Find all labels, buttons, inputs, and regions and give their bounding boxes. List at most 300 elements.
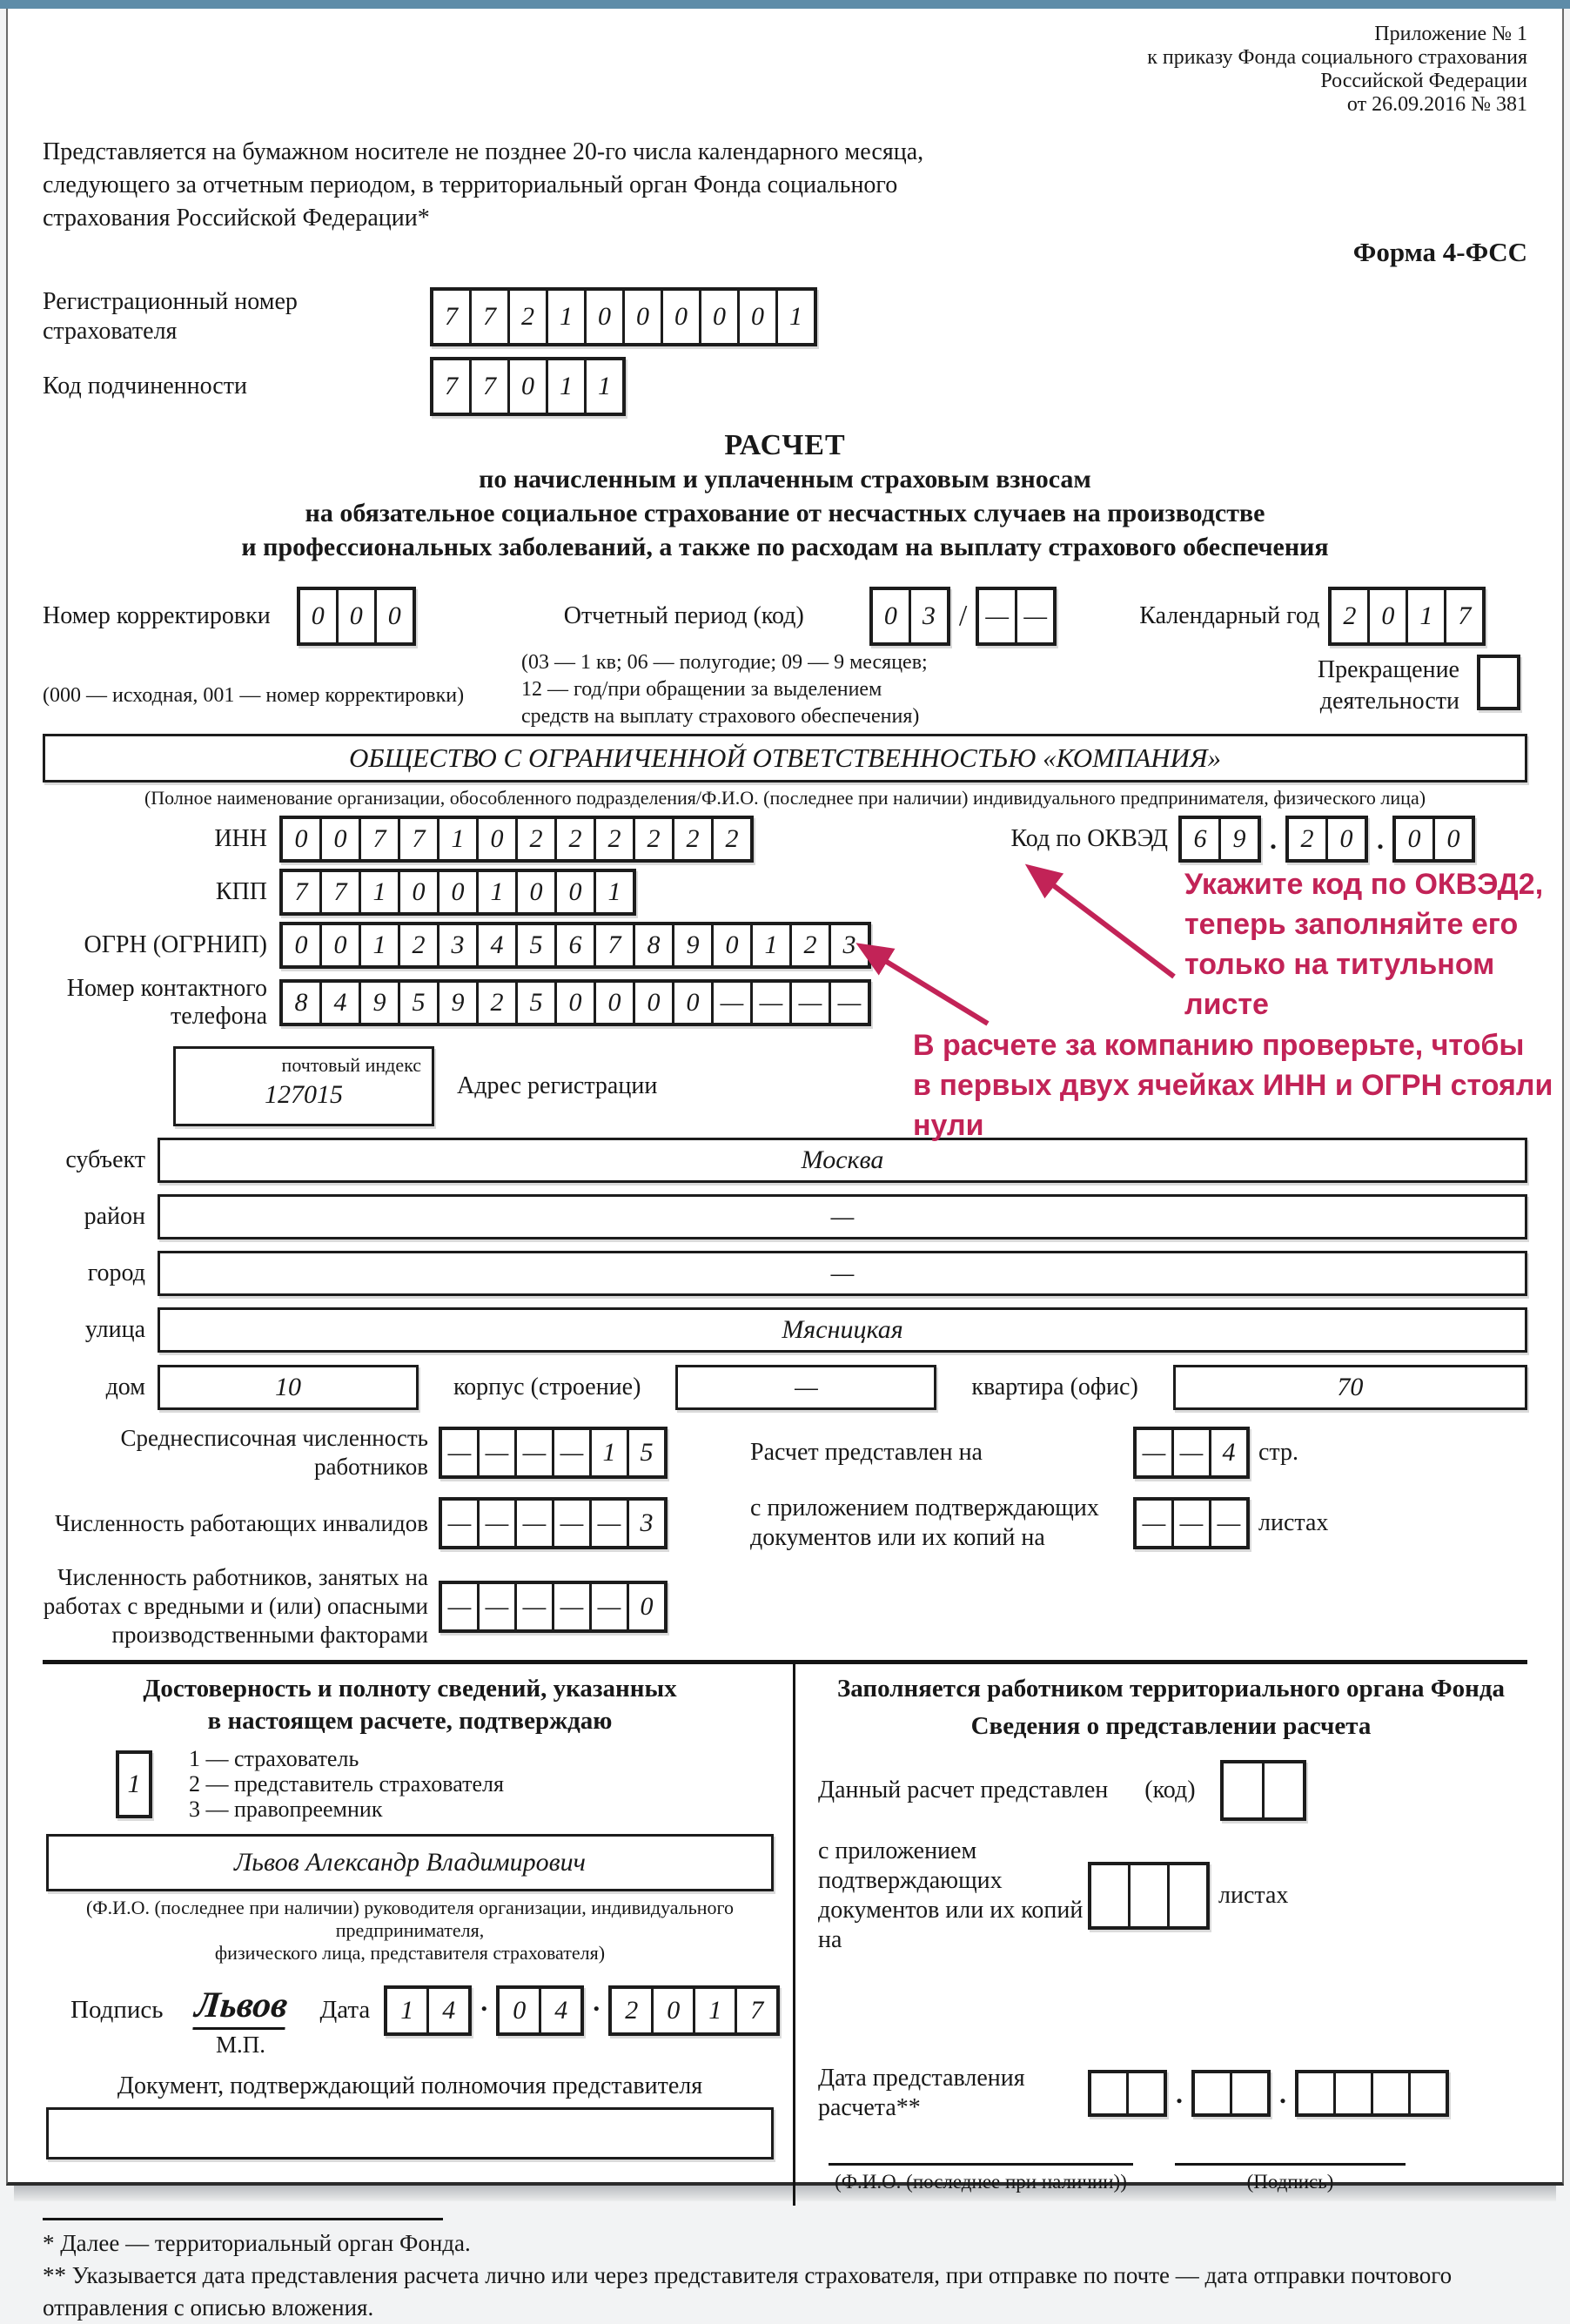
registration-number-row xyxy=(43,287,1527,346)
attachments-suffix: листах xyxy=(1258,1509,1329,1536)
line: 2 — представитель страхователя xyxy=(189,1771,504,1797)
line: Дата представления xyxy=(818,2065,1025,2092)
fund-attachments-cells[interactable] xyxy=(1088,1862,1210,1930)
line: Российской Федерации xyxy=(1320,70,1527,92)
line: телефона xyxy=(171,1003,267,1030)
line: Среднесписочная численность xyxy=(120,1425,428,1451)
cell[interactable]: 0 xyxy=(625,291,663,343)
fund-signature-lines xyxy=(818,2163,1524,2193)
line: производственными факторами xyxy=(111,1622,428,1648)
cell[interactable]: 1 xyxy=(548,360,587,413)
attachments-block xyxy=(750,1494,1328,1553)
street-field[interactable]: Мясницкая xyxy=(158,1307,1527,1353)
cell[interactable]: 0 xyxy=(1396,819,1435,859)
signer-type-legend xyxy=(189,1746,504,1822)
cell[interactable]: 0 xyxy=(663,291,701,343)
cell[interactable]: 2 xyxy=(518,819,557,859)
okved-label: Код по ОКВЭД xyxy=(1010,825,1168,852)
authority-document-label: Документ, подтверждающий полномочия представителя xyxy=(117,2072,703,2099)
top-border-band xyxy=(0,0,1570,9)
cell[interactable]: 0 xyxy=(283,819,322,859)
cell[interactable]: 0 xyxy=(1370,590,1408,642)
okved-dot: . xyxy=(1270,823,1277,855)
report-period-extra-cells[interactable] xyxy=(976,587,1057,646)
cell[interactable]: 1 xyxy=(361,925,400,965)
city-row xyxy=(43,1251,1527,1296)
line: 12 — год/при обращении за выделением xyxy=(521,678,882,701)
date-day-cells[interactable] xyxy=(384,1985,472,2036)
postal-index-label: почтовый индекс xyxy=(281,1054,421,1076)
signer-name-hint xyxy=(46,1897,774,1965)
line: в первых двух ячейках ИНН и ОГРН стояли нули xyxy=(913,1069,1553,1142)
cell[interactable]: — xyxy=(554,1430,592,1475)
registration-number-label xyxy=(43,287,430,346)
avg-headcount-row xyxy=(43,1424,1527,1481)
cell[interactable]: 0 xyxy=(518,872,557,912)
pages-cells[interactable] xyxy=(1133,1427,1250,1479)
attachments-cells[interactable] xyxy=(1133,1497,1250,1549)
report-period-cells[interactable] xyxy=(869,587,950,646)
form-title xyxy=(43,428,1527,564)
district-field[interactable]: — xyxy=(158,1194,1527,1239)
cell[interactable] xyxy=(1373,2073,1411,2113)
cell[interactable]: 1 xyxy=(592,1430,629,1475)
cell[interactable]: 7 xyxy=(433,360,472,413)
cell[interactable]: 0 xyxy=(596,983,635,1023)
date-month-cells[interactable] xyxy=(496,1985,584,2036)
line: с приложением подтверждающих xyxy=(818,1837,1003,1894)
okved-cells-2[interactable] xyxy=(1285,816,1368,863)
cell[interactable]: 1 xyxy=(1408,590,1446,642)
line: на обязательное социальное страхование от несчастных случаев на производстве xyxy=(305,499,1265,527)
cell[interactable]: — xyxy=(714,983,753,1023)
cell[interactable] xyxy=(1170,1865,1206,1926)
line: РАСЧЕТ xyxy=(724,429,846,461)
cell[interactable]: 0 xyxy=(635,983,674,1023)
line: работах с вредными и (или) опасными xyxy=(43,1593,428,1619)
cell[interactable] xyxy=(1131,1865,1170,1926)
cell[interactable]: 0 xyxy=(1446,824,1460,853)
cell[interactable]: 2 xyxy=(674,819,714,859)
cell[interactable]: 3 xyxy=(640,1508,654,1537)
cell[interactable]: 5 xyxy=(518,983,557,1023)
cell[interactable]: 6 xyxy=(557,925,596,965)
cell[interactable]: 2 xyxy=(1332,590,1370,642)
cell[interactable]: 7 xyxy=(472,360,510,413)
fund-date-month-cells[interactable] xyxy=(1191,2070,1271,2117)
line: расчета** xyxy=(818,2094,921,2121)
cell[interactable]: 1 xyxy=(695,1989,737,2032)
house-row xyxy=(43,1365,1527,1410)
line: 1 — страхователь xyxy=(189,1746,359,1771)
line: только на титульном листе xyxy=(1184,948,1495,1021)
apartment-label: квартира (офис) xyxy=(971,1374,1138,1400)
cell[interactable]: 8 xyxy=(635,925,674,965)
signer-type-cell[interactable] xyxy=(116,1750,152,1818)
cell[interactable]: 0 xyxy=(640,1591,654,1621)
fund-sign-line: (Подпись) xyxy=(1175,2163,1406,2193)
report-period-hint xyxy=(521,649,939,730)
line: по начисленным и уплаченным страховым взносам xyxy=(479,465,1091,494)
cell[interactable]: 0 xyxy=(714,925,753,965)
cell[interactable]: 1 xyxy=(387,1989,429,2032)
line: деятельности xyxy=(1319,688,1459,715)
cell[interactable]: — xyxy=(1023,601,1048,630)
cell[interactable]: 2 xyxy=(635,819,674,859)
line: страхователя xyxy=(43,318,178,345)
cell[interactable]: 3 xyxy=(439,925,479,965)
fund-fio-line: (Ф.И.О. (последнее при наличии)) xyxy=(829,2163,1133,2193)
termination-label xyxy=(1318,655,1459,717)
cell[interactable]: 7 xyxy=(1458,601,1472,630)
house-field[interactable]: 10 xyxy=(158,1365,419,1410)
cell[interactable]: 3 xyxy=(922,601,936,630)
cell[interactable]: 9 xyxy=(1232,824,1246,853)
zero-cells-annotation xyxy=(913,1025,1562,1145)
line: Приложение № 1 xyxy=(1374,23,1527,45)
cell[interactable]: — xyxy=(442,1501,480,1546)
cell[interactable]: 1 xyxy=(753,925,792,965)
line: (03 — 1 кв; 06 — полугодие; 09 — 9 месяцев; xyxy=(521,651,928,674)
footnote-divider xyxy=(43,2218,443,2220)
registration-number-cells[interactable] xyxy=(430,287,817,346)
fund-submitted-row xyxy=(818,1760,1524,1821)
line: теперь заполняйте его xyxy=(1184,908,1519,941)
cell[interactable]: 0 xyxy=(300,590,339,642)
cell[interactable]: 7 xyxy=(283,872,322,912)
inn-cells[interactable] xyxy=(279,816,754,863)
termination-checkbox[interactable] xyxy=(1477,655,1520,710)
subordination-code-row xyxy=(43,357,1527,416)
company-name-field[interactable]: ОБЩЕСТВО С ОГРАНИЧЕННОЙ ОТВЕТСТВЕННОСТЬЮ «КОМПАНИЯ» xyxy=(43,734,1527,783)
company-name-hint: (Полное наименование организации, обособленного подразделения/Ф.И.О. (последнее при наличии) индивидуального предпринимателя, физического лица) xyxy=(144,787,1426,809)
cell[interactable]: 4 xyxy=(442,1996,456,2025)
cell[interactable]: — xyxy=(1174,1501,1211,1546)
okved-cells-3[interactable] xyxy=(1392,816,1475,863)
line: с приложением подтверждающих xyxy=(750,1494,1099,1521)
cell[interactable]: 7 xyxy=(472,291,510,343)
subject-label: субъект xyxy=(65,1146,145,1173)
cell[interactable]: 0 xyxy=(557,983,596,1023)
cell[interactable]: — xyxy=(480,1430,517,1475)
cell[interactable]: 1 xyxy=(598,372,611,400)
fund-subtitle: Сведения о представлении расчета xyxy=(970,1712,1372,1740)
fund-title: Заполняется работником территориального органа Фонда xyxy=(836,1675,1506,1703)
cell[interactable]: 1 xyxy=(439,819,479,859)
cell[interactable]: 0 xyxy=(500,1989,541,2032)
line: и профессиональных заболеваний, а также по расходам на выплату страхового обеспечения xyxy=(241,533,1329,561)
cell[interactable]: 6 xyxy=(1182,819,1221,859)
correction-label: Номер корректировки xyxy=(43,602,271,629)
building-label: корпус (строение) xyxy=(453,1374,641,1400)
avg-headcount-cells[interactable] xyxy=(439,1427,668,1479)
cell[interactable] xyxy=(1232,2073,1267,2113)
line: Номер контактного xyxy=(66,975,267,1002)
disabled-headcount-cells[interactable] xyxy=(439,1497,668,1549)
cell[interactable] xyxy=(1224,1763,1265,1817)
footnotes xyxy=(43,2218,1527,2324)
footnote-2: ** Указывается дата представления расчета лично или через представителя страхователя, при отправке по почте — дата отправки почтового отправления с описью вложения. xyxy=(43,2262,1453,2321)
subordination-code-label: Код подчиненности xyxy=(43,373,247,400)
cell[interactable]: 1 xyxy=(479,872,518,912)
phone-cells[interactable] xyxy=(279,979,871,1026)
cell[interactable]: — xyxy=(517,1501,554,1546)
cell[interactable]: — xyxy=(554,1501,592,1546)
subordination-code-cells[interactable] xyxy=(430,357,626,416)
kpp-cells[interactable] xyxy=(279,869,636,916)
pages-suffix: стр. xyxy=(1258,1439,1299,1466)
signer-name-field[interactable]: Львов Александр Владимирович xyxy=(46,1834,774,1891)
cell[interactable]: 4 xyxy=(479,925,518,965)
date-dot: . xyxy=(593,1985,600,2017)
line: Численность работников, занятых на xyxy=(57,1564,428,1590)
line: документов или их копий на xyxy=(818,1897,1084,1953)
cell[interactable]: — xyxy=(592,1501,629,1546)
cell[interactable]: 5 xyxy=(518,925,557,965)
cell[interactable]: 2 xyxy=(557,819,596,859)
cell[interactable]: 0 xyxy=(479,819,518,859)
street-row xyxy=(43,1307,1527,1353)
termination-block xyxy=(1318,649,1520,717)
cell[interactable]: 7 xyxy=(750,1996,764,2025)
disabled-headcount-label: Численность работающих инвалидов xyxy=(55,1509,428,1536)
street-label: улица xyxy=(84,1316,145,1343)
cell[interactable]: — xyxy=(517,1430,554,1475)
house-label: дом xyxy=(105,1374,145,1400)
cell[interactable] xyxy=(1195,2073,1232,2113)
cell[interactable]: 3 xyxy=(842,930,856,959)
period-slash: / xyxy=(958,600,968,632)
fund-date-row xyxy=(818,2064,1524,2123)
report-period-label: Отчетный период (код) xyxy=(563,602,804,629)
cell[interactable]: 9 xyxy=(361,983,400,1023)
cell[interactable]: 7 xyxy=(322,872,361,912)
fund-date-dot: . xyxy=(1279,2077,1286,2109)
fund-date-year-cells[interactable] xyxy=(1295,2070,1449,2117)
cell[interactable]: 0 xyxy=(740,291,778,343)
inn-row xyxy=(43,816,1527,863)
cell[interactable]: 0 xyxy=(400,872,439,912)
line: Достоверность и полноту сведений, указанных xyxy=(143,1675,677,1703)
address-title: Адрес регистрации xyxy=(457,1072,658,1099)
cell[interactable]: — xyxy=(979,590,1017,642)
cell[interactable]: 4 xyxy=(322,983,361,1023)
okved-dot: . xyxy=(1377,823,1384,855)
cell[interactable] xyxy=(1480,658,1517,707)
cell[interactable]: 4 xyxy=(1222,1438,1236,1467)
okved-cells-1[interactable] xyxy=(1178,816,1261,863)
cell[interactable] xyxy=(1091,2073,1129,2113)
cell[interactable]: 7 xyxy=(400,819,439,859)
line: Укажите код по ОКВЭД2, xyxy=(1184,868,1544,901)
cell[interactable]: 5 xyxy=(400,983,439,1023)
cell[interactable]: — xyxy=(480,1501,517,1546)
signature-row xyxy=(46,1985,774,2059)
cell[interactable]: — xyxy=(837,988,862,1017)
postal-index-field[interactable] xyxy=(173,1046,434,1126)
date-label: Дата xyxy=(319,1996,371,2024)
line: от 26.09.2016 № 381 xyxy=(1346,93,1527,116)
phone-label xyxy=(43,975,279,1031)
line: 3 — правопреемник xyxy=(189,1797,383,1822)
cell[interactable]: — xyxy=(1137,1430,1174,1475)
cell[interactable]: — xyxy=(442,1430,480,1475)
signature-label: Подпись xyxy=(70,1996,164,2024)
cell[interactable]: 2 xyxy=(612,1989,654,2032)
cell[interactable]: 2 xyxy=(792,925,831,965)
subject-field[interactable]: Москва xyxy=(158,1138,1527,1183)
fund-column xyxy=(795,1664,1527,2206)
fund-date-day-cells[interactable] xyxy=(1088,2070,1167,2117)
district-row xyxy=(43,1194,1527,1239)
fund-submitted-label: Данный расчет представлен xyxy=(818,1777,1109,1803)
line: физического лица, представителя страхователя) xyxy=(214,1942,606,1964)
cell[interactable]: 7 xyxy=(361,819,400,859)
period-hints-row xyxy=(43,649,1527,730)
line: документов или их копий на xyxy=(750,1524,1045,1551)
cell[interactable] xyxy=(1091,1865,1131,1926)
period-row xyxy=(43,587,1527,646)
appendix-note xyxy=(43,9,1527,117)
okved-block xyxy=(1010,816,1475,863)
line: Прекращение xyxy=(1317,656,1459,683)
cell[interactable]: 1 xyxy=(607,877,621,906)
line: в настоящем расчете, подтверждаю xyxy=(207,1707,613,1735)
calendar-year-label: Календарный год xyxy=(1139,602,1320,629)
pages-label: Расчет представлен на xyxy=(750,1439,983,1466)
cell[interactable]: 9 xyxy=(674,925,714,965)
district-label: район xyxy=(84,1203,145,1230)
fund-attachments-row xyxy=(818,1837,1524,1955)
confirmation-title xyxy=(46,1673,774,1737)
form-page xyxy=(6,9,1564,2321)
cell[interactable]: 0 xyxy=(587,291,625,343)
ogrn-label: ОГРН (ОГРНИП) xyxy=(84,931,267,958)
fund-code-label: (код) xyxy=(1144,1777,1196,1803)
authority-document-field[interactable] xyxy=(46,2107,774,2159)
cell[interactable]: — xyxy=(753,983,792,1023)
cell[interactable]: 0 xyxy=(701,291,740,343)
line: В расчете за компанию проверьте, чтобы xyxy=(913,1029,1525,1062)
kpp-label: КПП xyxy=(215,878,267,905)
line: к приказу Фонда социального страхования xyxy=(1147,46,1527,69)
line: средств на выплату страхового обеспечения) xyxy=(521,705,920,728)
hazard-headcount-row xyxy=(43,1563,1527,1649)
cell[interactable] xyxy=(1336,2073,1373,2113)
cell[interactable]: 7 xyxy=(433,291,472,343)
cell[interactable]: 0 xyxy=(557,872,596,912)
disabled-headcount-row xyxy=(43,1494,1527,1553)
cell[interactable]: 0 xyxy=(654,1989,695,2032)
line: (Ф.И.О. (последнее при наличии) руководителя организации, индивидуального предпринимателя, xyxy=(85,1897,735,1941)
cell[interactable]: — xyxy=(1174,1430,1211,1475)
okved-annotation xyxy=(1184,864,1562,1024)
city-label: город xyxy=(87,1259,145,1286)
correction-hint: (000 — исходная, 001 — номер корректировки) xyxy=(43,684,465,707)
cell[interactable]: — xyxy=(554,1584,592,1629)
cell[interactable]: 4 xyxy=(554,1996,568,2025)
cell[interactable]: 7 xyxy=(596,925,635,965)
fund-attachments-suffix: листах xyxy=(1218,1882,1289,1909)
line: работников xyxy=(313,1454,428,1480)
cell[interactable]: 2 xyxy=(596,819,635,859)
cell[interactable]: 1 xyxy=(548,291,587,343)
cell[interactable]: — xyxy=(517,1584,554,1629)
cell[interactable]: 0 xyxy=(439,872,479,912)
cell[interactable] xyxy=(1411,2073,1446,2113)
cell[interactable]: 8 xyxy=(283,983,322,1023)
intro-note: Представляется на бумажном носителе не позднее 20-го числа календарного месяца, следующего за отчетным периодом, в территориальный орган Фонда социального страхования Российской Федерации* xyxy=(43,138,924,232)
cell[interactable]: 0 xyxy=(339,590,377,642)
signer-type-row xyxy=(46,1746,774,1822)
pages-block xyxy=(750,1427,1298,1479)
cell[interactable]: 2 xyxy=(1289,819,1328,859)
calendar-year-cells[interactable] xyxy=(1328,587,1486,646)
cell[interactable]: 5 xyxy=(640,1438,654,1467)
cell[interactable] xyxy=(1298,2073,1336,2113)
ogrn-cells[interactable] xyxy=(279,922,871,969)
cell[interactable]: 0 xyxy=(387,601,401,630)
cell[interactable]: 0 xyxy=(283,925,322,965)
date-dot: . xyxy=(480,1985,488,2017)
cell[interactable]: — xyxy=(1217,1508,1241,1537)
cell[interactable]: 0 xyxy=(873,590,911,642)
postal-index-value: 127015 xyxy=(265,1080,343,1109)
cell[interactable]: 2 xyxy=(510,291,548,343)
bottom-section xyxy=(43,1660,1527,2206)
cell[interactable] xyxy=(1265,1763,1303,1817)
cell[interactable]: 0 xyxy=(674,983,714,1023)
cell[interactable]: 2 xyxy=(479,983,518,1023)
cell[interactable]: 0 xyxy=(322,819,361,859)
stamp-label: М.П. xyxy=(215,2032,265,2058)
signature-value[interactable]: Львов xyxy=(192,1985,289,2030)
fund-attachments-label xyxy=(818,1837,1088,1955)
fund-date-label xyxy=(818,2064,1088,2123)
cell[interactable]: 9 xyxy=(439,983,479,1023)
cell[interactable] xyxy=(1129,2073,1164,2113)
attachments-label xyxy=(750,1494,1133,1553)
footnote-1: * Далее — территориальный орган Фонда. xyxy=(43,2230,471,2256)
building-field[interactable]: — xyxy=(675,1365,936,1410)
cell[interactable]: 2 xyxy=(725,824,739,853)
correction-cells[interactable] xyxy=(297,587,416,646)
fund-code-cells[interactable] xyxy=(1220,1760,1306,1821)
confirmation-column xyxy=(43,1664,795,2206)
cell[interactable]: 2 xyxy=(400,925,439,965)
cell[interactable]: — xyxy=(442,1584,480,1629)
cell[interactable]: 1 xyxy=(789,302,802,331)
cell[interactable]: 0 xyxy=(1339,824,1353,853)
cell[interactable]: — xyxy=(480,1584,517,1629)
cell[interactable]: — xyxy=(592,1584,629,1629)
cell[interactable]: 0 xyxy=(322,925,361,965)
cell[interactable]: — xyxy=(792,983,831,1023)
cell[interactable]: 0 xyxy=(510,360,548,413)
inn-label: ИНН xyxy=(214,825,267,852)
apartment-field[interactable]: 70 xyxy=(1173,1365,1527,1410)
signature-block xyxy=(192,1985,290,2059)
hazard-headcount-cells[interactable] xyxy=(439,1581,668,1633)
fund-date-dot: . xyxy=(1176,2077,1183,2109)
date-year-cells[interactable] xyxy=(608,1985,780,2036)
cell[interactable]: 1 xyxy=(127,1769,141,1798)
hazard-headcount-label xyxy=(43,1563,439,1649)
cell[interactable]: — xyxy=(1137,1501,1174,1546)
cell[interactable]: 1 xyxy=(361,872,400,912)
city-field[interactable]: — xyxy=(158,1251,1527,1296)
avg-headcount-label xyxy=(43,1424,439,1481)
